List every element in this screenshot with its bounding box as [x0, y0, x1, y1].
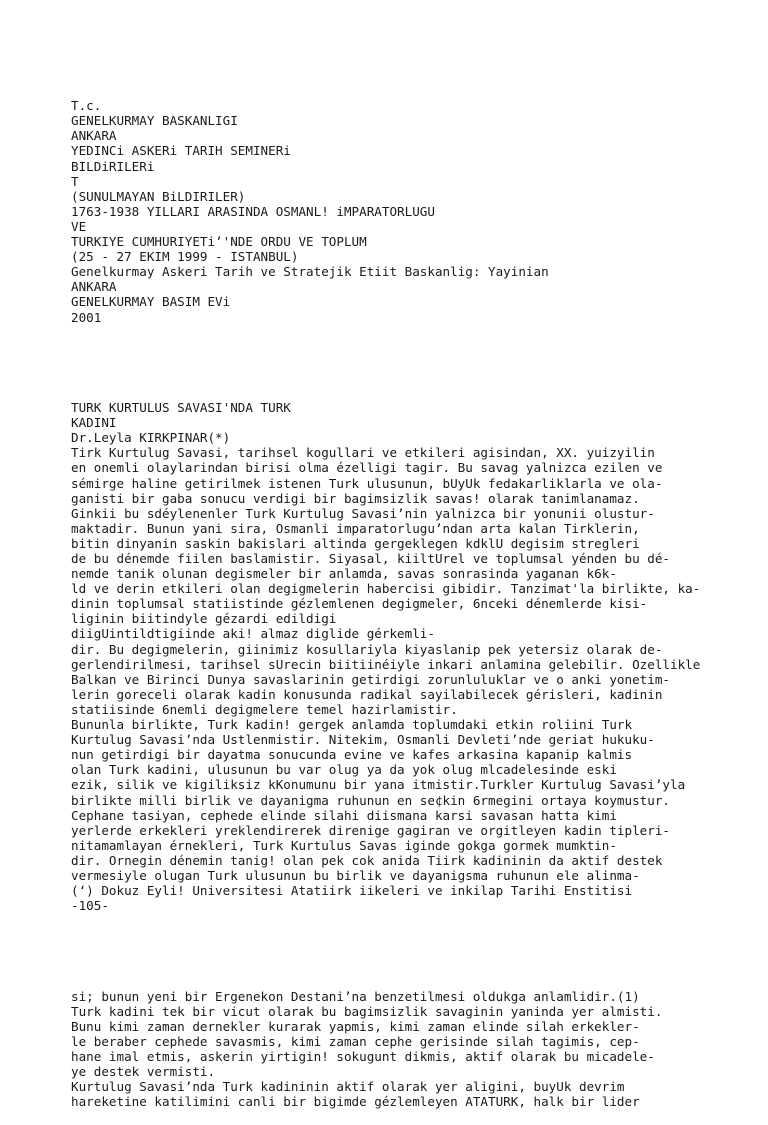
header-line: T	[71, 173, 79, 189]
continuation-line: hane imal etmis, askerin yirtigin! sokugunt dikmis, aktif olarak bu micadele-	[71, 1049, 655, 1065]
article-line: maktadir. Bunun yani sira, Osmanli imparatorlugu’ndan arta kalan Tirklerin,	[71, 520, 640, 536]
article-line: statiisinde 6nemli degigmelere temel hazirlamistir.	[71, 701, 458, 717]
article-line: yerlerde erkekleri yreklendirerek direnige gagiran ve orgitleyen kadin tipleri-	[71, 822, 670, 838]
header-line: GENELKURMAY BASKANLIGI	[71, 113, 238, 129]
header-line: (25 - 27 EKIM 1999 - ISTANBUL)	[71, 249, 299, 265]
article-line: diigUintildtigiinde aki! almaz diglide gérkemli-	[71, 626, 435, 642]
continuation-line: si; bunun yeni bir Ergenekon Destani’na benzetilmesi oldukga anlamlidir.(1)	[71, 988, 640, 1004]
article-line: ld ve derin etkileri olan degigmelerin habercisi gibidir. Tanzimat'la birlikte, ka-	[71, 581, 701, 597]
header-line: BILDiRILERi	[71, 158, 155, 174]
continuation-line: ye destek vermisti.	[71, 1064, 216, 1080]
header-line: TURKIYE CUMHURIYETi’'NDE ORDU VE TOPLUM	[71, 234, 367, 250]
header-line: Genelkurmay Askeri Tarih ve Stratejik Etiit Baskanlig: Yayinian	[71, 264, 549, 280]
spacer	[71, 943, 761, 958]
header-line: VE	[71, 218, 87, 234]
continuation-line: Turk kadini tek bir vicut olarak bu bagimsizlik savaginin yaninda yer almisti.	[71, 1003, 663, 1019]
article-line: dinin toplumsal statiistinde gézlemlenen degigmeler, 6nceki dénemlerde kisi-	[71, 596, 648, 612]
article-line: gerlendirilmesi, tarihsel sUrecin biitiinéiyle inkari anlamina gelebilir. Ozellikle	[71, 656, 701, 672]
article-line: Dr.Leyla KIRKPINAR(*)	[71, 430, 231, 446]
continuation-line: hareketine katilimini canli bir bigimde gézlemleyen ATATURK, halk bir lider	[71, 1094, 640, 1110]
article-line: -105-	[71, 898, 109, 914]
article-line: nemde tanik olunan degismeler bir anlamda, savas sonrasinda yaganan k6k-	[71, 566, 617, 582]
article-line: Cephane tasiyan, cephede elinde silahi diismana karsi savasan hatta kimi	[71, 807, 617, 823]
article-line: ganisti bir gaba sonucu verdigi bir bagimsizlik savas! olarak tanimlanamaz.	[71, 490, 640, 506]
header-line: GENELKURMAY BASIM EVi	[71, 294, 231, 310]
article-line: KADINI	[71, 415, 117, 431]
article-line: Bununla birlikte, Turk kadin! gergek anlamda toplumdaki etkin roliini Turk	[71, 717, 633, 733]
spacer	[71, 355, 761, 370]
article-line: olan Turk kadini, ulusunun bu var olug ya da yok olug mlcadelesinde eski	[71, 762, 617, 778]
article-line: vermesiyle olugan Turk ulusunun bu birlik ve dayanigsma ruhunun ele alinma-	[71, 867, 640, 883]
continuation-line: le beraber cephede savasmis, kimi zaman cephe gerisinde silah tagimis, cep-	[71, 1034, 640, 1049]
article-line: birlikte milli birlik ve dayanigma ruhunun en se¢kin 6rmegini ortaya koymustur.	[71, 792, 670, 808]
article-line: Balkan ve Birinci Dunya savaslarinin getirdigi zorunluluklar ve o anki yonetim-	[71, 671, 670, 687]
continuation-line: Bunu kimi zaman dernekler kurarak yapmis, kimi zaman elinde silah erkekler-	[71, 1018, 640, 1034]
continuation-line: Kurtulug Savasi’nda Turk kadininin aktif olarak yer aligini, buyUk devrim	[71, 1079, 625, 1095]
continuation-block	[71, 989, 761, 1110]
article-line: dir. Bu degigmelerin, giinimiz kosullariyla kiyaslanip pek yetersiz olarak de-	[71, 641, 663, 657]
article-line: ezik, silik ve kigiliksiz kKonumunu bir yana itmistir.Turkler Kurtulug Savasi’yla	[71, 777, 686, 793]
article-line: nitamamlayan érnekleri, Turk Kurtulus Savas iginde gokga gormek mumktin-	[71, 837, 617, 853]
article-line: sémirge haline getirilmek istenen Turk ulusunun, bUyUk fedakarliklarla ve ola-	[71, 475, 663, 491]
article-line: Kurtulug Savasi’nda Ustlenmistir. Nitekim, Osmanli Devleti’nde geriat hukuku-	[71, 732, 655, 748]
article-line: liginin biitindyle gézardi edildigi	[71, 611, 337, 627]
header-line: 1763-1938 YILLARI ARASINDA OSMANL! iMPARATORLUGU	[71, 203, 435, 219]
article-line: (‘) Dokuz Eyli! Universitesi Atatiirk iikeleri ve inkilap Tarihi Enstitisi	[71, 883, 633, 899]
article-line: TURK KURTULUS SAVASI'NDA TURK	[71, 400, 291, 416]
article-line: dir. Ornegin dénemin tanig! olan pek cok anida Tiirk kadininin da aktif destek	[71, 852, 663, 868]
document-page	[71, 68, 761, 1125]
article-line: de bu dénemde fiilen baslamistir. Siyasal, kiiltUrel ve toplumsal yénden bu dé-	[71, 551, 670, 566]
article-line: Ginkii bu sdéylenenler Turk Kurtulug Savasi’nin yalnizca bir yonunii olustur-	[71, 505, 655, 521]
header-line: ANKARA	[71, 128, 117, 144]
header-line: 2001	[71, 309, 102, 325]
article-line: nun getirdigi bir dayatma sonucunda evine ve kafes arkasina kapanip kalmis	[71, 747, 633, 763]
header-line: (SUNULMAYAN BiLDIRILER)	[71, 188, 246, 204]
article-line: Tirk Kurtulug Savasi, tarihsel kogullari ve etkileri agisindan, XX. yuizyilin	[71, 445, 655, 461]
article-block	[71, 400, 761, 913]
header-block	[71, 98, 761, 324]
article-line: lerin goreceli olarak kadin konusunda radikal sayilabilecek gérisleri, kadinin	[71, 686, 663, 702]
header-line: YEDINCi ASKERi TARIH SEMINERi	[71, 143, 291, 159]
article-line: en onemli olaylarindan birisi olma ézelligi tagir. Bu savag yalnizca ezilen ve	[71, 460, 663, 476]
header-line: T.c.	[71, 98, 102, 114]
header-line: ANKARA	[71, 279, 117, 295]
article-line: bitin dinyanin saskin bakislari altinda gergeklegen kdklU degisim stregleri	[71, 535, 640, 551]
